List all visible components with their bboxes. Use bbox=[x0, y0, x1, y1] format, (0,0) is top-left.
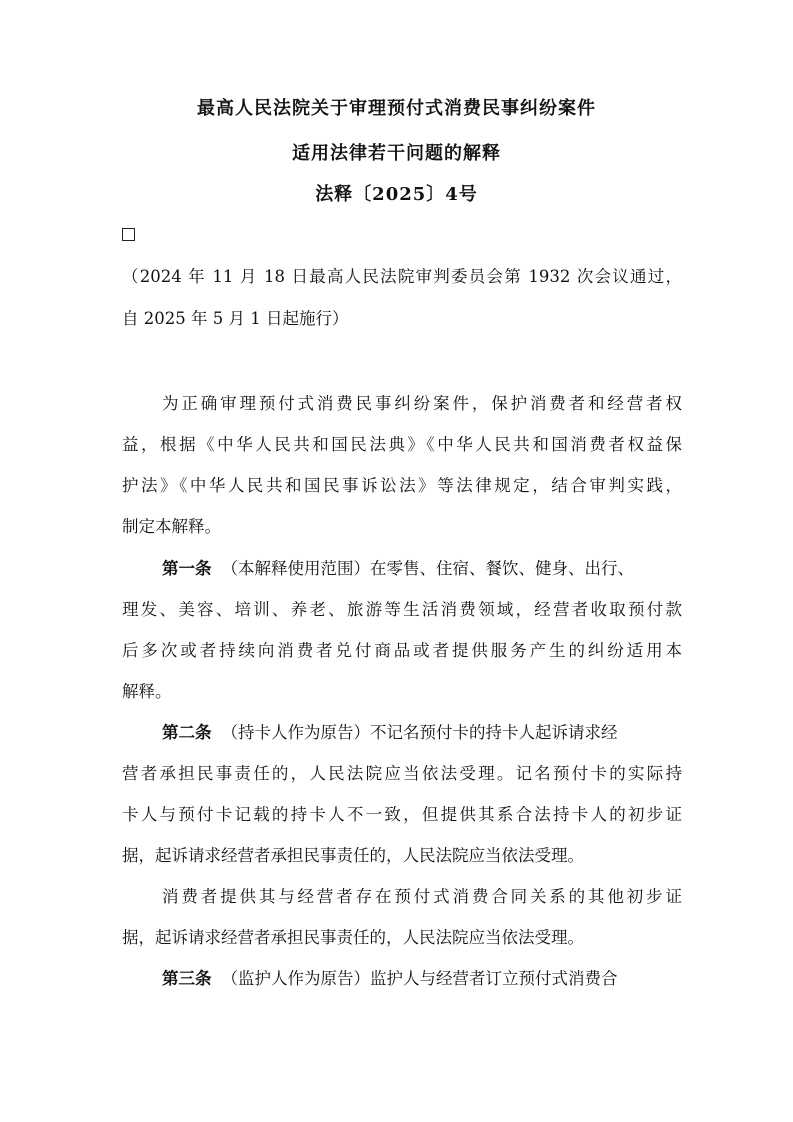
article1-line: 解释。 bbox=[122, 682, 172, 701]
article2-line: 营者承担民事责任的，人民法院应当依法受理。记名预付卡的实际持 bbox=[122, 764, 682, 783]
adoption-note-line2: 自 2025 年 5 月 1 日起施行） bbox=[122, 309, 349, 328]
article1-text: （本解释使用范围）在零售、住宿、餐饮、健身、出行、 bbox=[221, 559, 634, 578]
article1-heading: 第一条 bbox=[162, 559, 212, 578]
article2-para2-line: 消费者提供其与经营者存在预付式消费合同关系的其他初步证 bbox=[162, 887, 682, 906]
article2-line: 据，起诉请求经营者承担民事责任的，人民法院应当依法受理。 bbox=[122, 846, 584, 865]
article3-first-line bbox=[162, 968, 682, 990]
checkbox[interactable] bbox=[122, 228, 135, 241]
article2-para2-line: 据，起诉请求经营者承担民事责任的，人民法院应当依法受理。 bbox=[122, 928, 584, 947]
article1-line: 理发、美容、培训、养老、旅游等生活消费领域，经营者收取预付款 bbox=[122, 600, 682, 619]
article2-text: （持卡人作为原告）不记名预付卡的持卡人起诉请求经 bbox=[221, 723, 618, 742]
preamble-line: 制定本解释。 bbox=[122, 517, 221, 536]
adoption-note-line1: （2024 年 11 月 18 日最高人民法院审判委员会第 1932 次会议通过， bbox=[122, 267, 682, 286]
document-number: 法释〔2025〕4号 bbox=[315, 184, 478, 205]
document-title-line1: 最高人民法院关于审理预付式消费民事纠纷案件 bbox=[197, 98, 596, 119]
article1-first-line bbox=[162, 558, 682, 580]
preamble-line: 为正确审理预付式消费民事纠纷案件，保护消费者和经营者权 bbox=[162, 394, 682, 413]
article3-text: （监护人作为原告）监护人与经营者订立预付式消费合 bbox=[221, 969, 618, 988]
article2-heading: 第二条 bbox=[162, 723, 212, 742]
article1-line: 后多次或者持续向消费者兑付商品或者提供服务产生的纠纷适用本 bbox=[122, 641, 682, 660]
document-title-line2: 适用法律若干问题的解释 bbox=[292, 143, 501, 164]
article2-line: 卡人与预付卡记载的持卡人不一致，但提供其系合法持卡人的初步证 bbox=[122, 805, 682, 824]
article3-heading: 第三条 bbox=[162, 969, 212, 988]
article2-first-line bbox=[162, 722, 682, 744]
preamble-line: 益，根据《中华人民共和国民法典》《中华人民共和国消费者权益保 bbox=[122, 435, 682, 454]
preamble-line: 护法》《中华人民共和国民事诉讼法》等法律规定，结合审判实践， bbox=[122, 476, 682, 495]
